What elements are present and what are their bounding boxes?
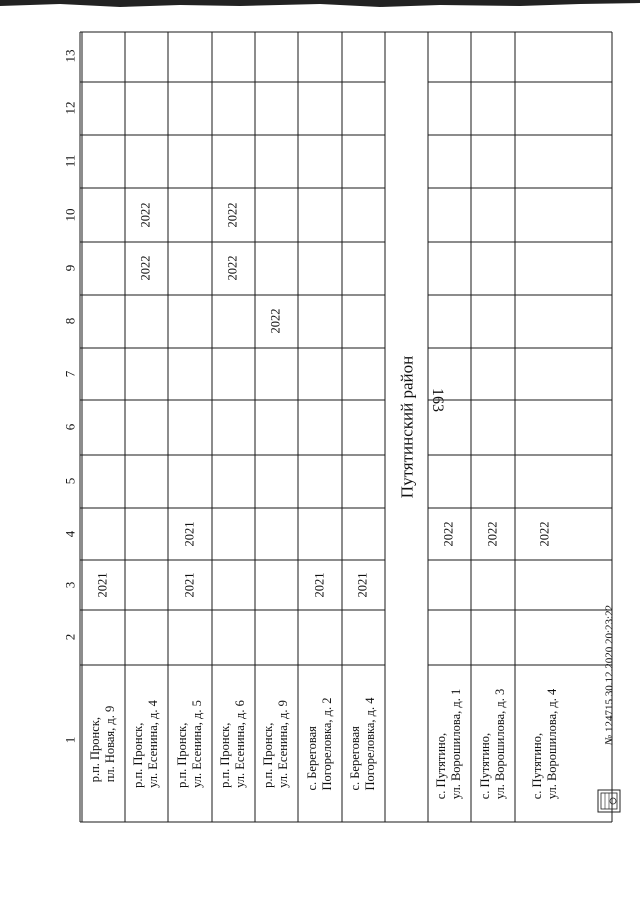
address-line-1: с. Путятино, [530,732,544,800]
row-3-address [175,700,205,788]
row-10-address [530,689,560,799]
row-6-address [305,697,335,790]
row-4-col-9: 2022 [225,255,240,281]
address-line-2: ул. Есенина, д. 6 [233,700,247,788]
header-col-7: 7 [62,370,78,378]
doc-id-value: 124715 30.12.2020 20:23:22 [603,604,616,732]
row-10-col-4: 2022 [537,521,552,547]
row-2-col-9: 2022 [138,255,153,281]
row-2-address [131,700,161,788]
address-line-2: ул. Есенина, д. 4 [146,700,160,788]
header-col-10: 10 [62,208,78,222]
address-line-2: пл. Новая, д. 9 [103,705,117,783]
address-line-1: с. Путятино, [434,732,448,800]
header-col-12: 12 [62,101,78,115]
page-number: 163 [429,388,446,412]
address-line-2: ул. Есенина, д. 5 [190,700,204,788]
row-5-col-8: 2022 [268,308,283,334]
header-col-9: 9 [62,264,78,272]
address-line-2: ул. Есенина, д. 9 [276,700,290,788]
header-col-4: 4 [62,530,78,538]
address-line-1: р.п. Пронск, [218,722,232,788]
row-5-address [261,700,291,788]
row-4-col-10: 2022 [225,202,240,228]
row-9-address [478,689,508,799]
address-line-2: ул. Ворошилова, д. 4 [545,688,559,800]
header-col-5: 5 [62,477,78,485]
header-col-1: 1 [62,736,78,744]
address-line-1: с. Береговая [348,726,362,791]
row-1-address [88,706,118,783]
address-line-1: р.п. Пронск, [88,717,102,783]
document-id [603,605,618,745]
address-line-1: р.п. Пронск, [261,722,275,788]
row-3-col-3: 2021 [182,572,197,598]
header-col-3: 3 [62,581,78,589]
row-9-col-4: 2022 [485,521,500,547]
row-7-address [348,697,378,790]
row-6-col-3: 2021 [312,572,327,598]
address-line-1: р.п. Пронск, [131,722,145,788]
address-line-1: с. Береговая [305,726,319,791]
address-line-2: ул. Ворошилова, д. 1 [449,688,463,800]
row-8-address [434,689,464,799]
doc-number-sign: № [603,734,616,746]
header-col-2: 2 [62,633,78,641]
row-1-col-3: 2021 [95,572,110,598]
government-seal-icon [596,788,622,814]
address-line-2: Погореловка, д. 4 [363,697,377,791]
address-line-1: р.п. Пронск, [175,722,189,788]
header-col-11: 11 [62,154,78,168]
address-line-2: ул. Ворошилова, д. 3 [493,688,507,800]
header-col-8: 8 [62,317,78,325]
address-line-1: с. Путятино, [478,732,492,800]
header-col-6: 6 [62,423,78,431]
row-7-col-3: 2021 [355,572,370,598]
row-8-col-4: 2022 [441,521,456,547]
address-line-2: Погореловка, д. 2 [320,697,334,791]
row-2-col-10: 2022 [138,202,153,228]
row-3-col-4: 2021 [182,521,197,547]
district-heading: Путятинский район [397,355,417,499]
row-4-address [218,700,248,788]
header-col-13: 13 [62,49,78,63]
